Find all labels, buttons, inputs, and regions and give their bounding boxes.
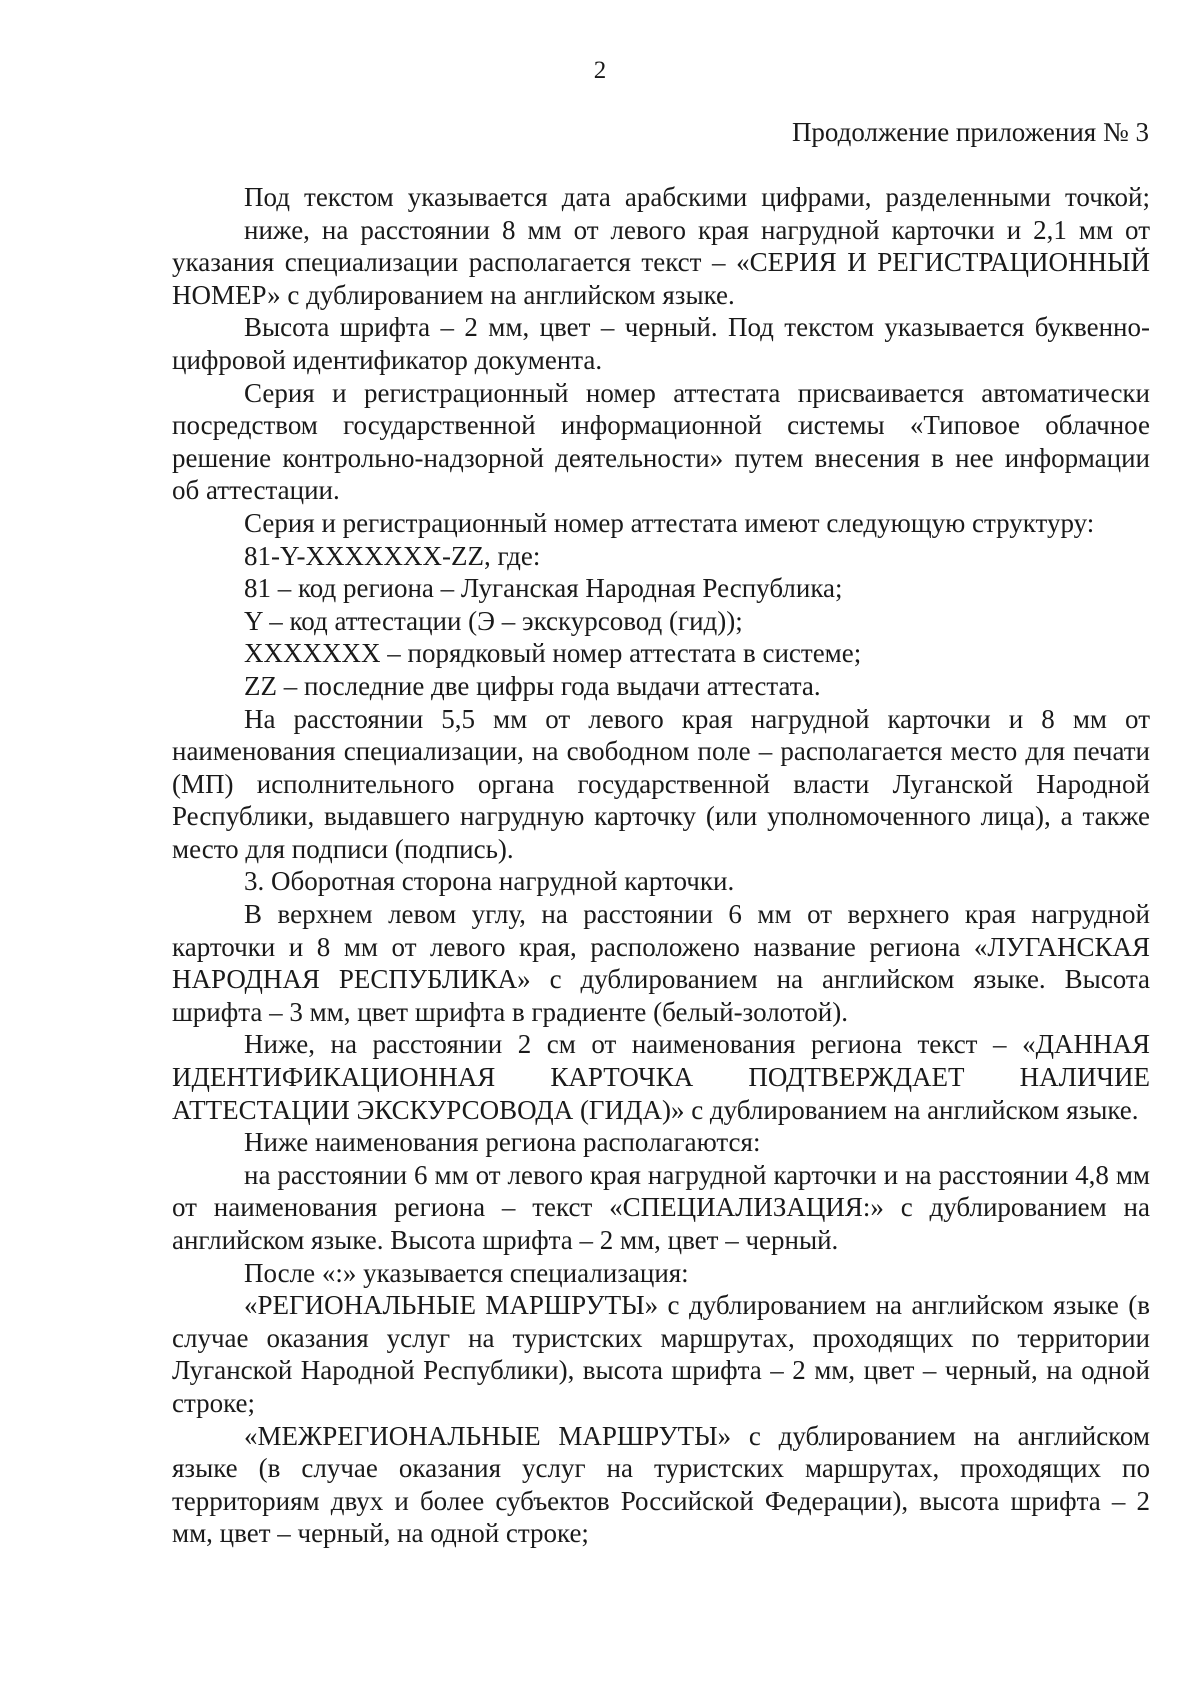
page-number: 2 [593, 57, 607, 84]
paragraph-region-name: В верхнем левом углу, на расстоянии 6 мм от верхнего края нагрудной карточки и 8 мм от левого края, расположено название региона «ЛУГАНСКАЯ НАРОДНАЯ РЕСПУБЛИКА» с дублированием на английском языке. Высота шрифта – 3 мм, цвет шрифта в градиенте (белый-золотой). [172, 899, 1150, 1027]
paragraph-year-digits: ZZ – последние две цифры года выдачи аттестата. [244, 670, 821, 701]
paragraph-region-code: 81 – код региона – Луганская Народная Республика; [244, 573, 843, 604]
paragraph-structure-format: 81-Y-XXXXXXX-ZZ, где: [244, 540, 541, 571]
paragraph-attestation-code: Y – код аттестации (Э – экскурсовод (гид)); [244, 605, 743, 636]
paragraph-interregional-routes: «МЕЖРЕГИОНАЛЬНЫЕ МАРШРУТЫ» с дублированием на английском языке (в случае оказания услуг на туристских маршрутах, проходящих по территориям двух и более субъектов Российской Федерации), высота шрифта – 2 мм, цвет – черный, на одной строке; [172, 1420, 1150, 1549]
paragraph-specialization-label: на расстоянии 6 мм от левого края нагрудной карточки и на расстоянии 4,8 мм от наименования региона – текст «СПЕЦИАЛИЗАЦИЯ:» с дублированием на английском языке. Высота шрифта – 2 мм, цвет – черный. [172, 1159, 1150, 1255]
paragraph-below-region: Ниже наименования региона располагаются: [244, 1127, 761, 1158]
document-body [172, 181, 1150, 1550]
paragraph-automatic-assignment: Серия и регистрационный номер аттестата присваивается автоматически посредством государственной информационной системы «Типовое облачное решение контрольно-надзорной деятельности» путем внесения в нее информации об аттестации. [172, 377, 1150, 506]
paragraph-sequence-number: XXXXXXX – порядковый номер аттестата в системе; [244, 638, 862, 669]
paragraph-back-side-heading: 3. Оборотная сторона нагрудной карточки. [244, 866, 735, 897]
paragraph-specialization-intro: После «:» указывается специализация: [244, 1257, 689, 1288]
paragraph-font-height: Высота шрифта – 2 мм, цвет – черный. Под текстом указывается буквенно-цифровой идентификатор документа. [172, 312, 1150, 375]
appendix-continuation-header: Продолжение приложения № 3 [791, 117, 1149, 147]
paragraph-date-note: Под текстом указывается дата арабскими цифрами, разделенными точкой; [244, 182, 1150, 212]
paragraph-regional-routes: «РЕГИОНАЛЬНЫЕ МАРШРУТЫ» с дублированием на английском языке (в случае оказания услуг на туристских маршрутах, проходящих по территории Луганской Народной Республики), высота шрифта – 2 мм, цвет – черный, на одной строке; [172, 1290, 1150, 1418]
paragraph-structure-intro: Серия и регистрационный номер аттестата имеют следующую структуру: [244, 507, 1095, 538]
paragraph-identification-text: Ниже, на расстоянии 2 см от наименования региона текст – «ДАННАЯ ИДЕНТИФИКАЦИОННАЯ КАРТОЧКА ПОДТВЕРЖДАЕТ НАЛИЧИЕ АТТЕСТАЦИИ ЭКСКУРСОВОДА (ГИДА)» с дублированием на английском языке. [172, 1029, 1150, 1125]
paragraph-series-number-position: ниже, на расстоянии 8 мм от левого края нагрудной карточки и 2,1 мм от указания специализации располагается текст – «СЕРИЯ И РЕГИСТРАЦИОННЫЙ НОМЕР» с дублированием на английском языке. [172, 214, 1150, 310]
paragraph-stamp-signature: На расстоянии 5,5 мм от левого края нагрудной карточки и 8 мм от наименования специализации, на свободном поле – располагается место для печати (МП) исполнительного органа государственной власти Луганской Народной Республики, выдавшего нагрудную карточку (или уполномоченного лица), а также место для подписи (подпись). [172, 703, 1150, 864]
